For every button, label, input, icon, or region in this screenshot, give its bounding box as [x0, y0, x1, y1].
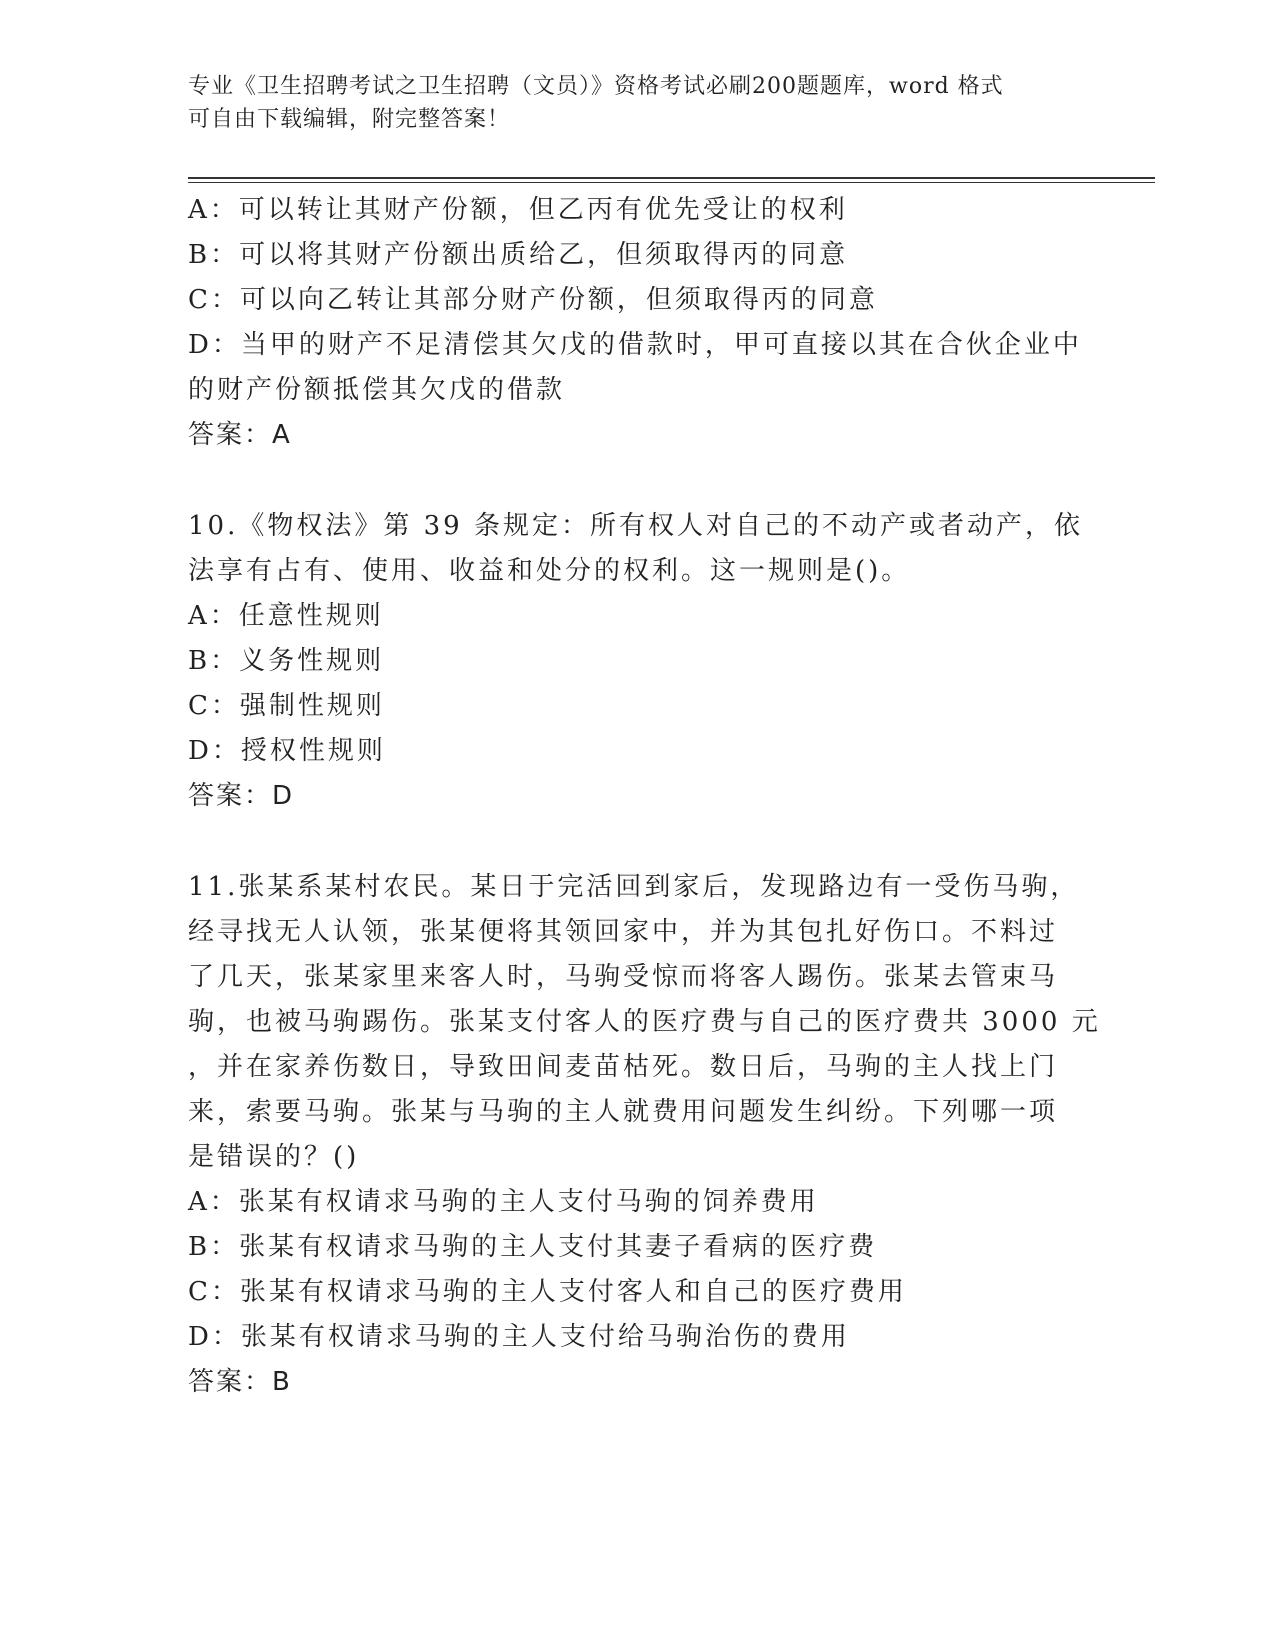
q9-option-d: D：当甲的财产不足清偿其欠戊的借款时，甲可直接以其在合伙企业中	[188, 330, 1082, 360]
document-body	[188, 188, 1101, 1405]
q11-option-b: B：张某有权请求马驹的主人支付其妻子看病的医疗费	[188, 1232, 878, 1262]
q10-option-d: D：授权性规则	[188, 736, 386, 766]
q9-option-d-cont: 的财产份额抵偿其欠戊的借款	[188, 375, 566, 405]
spacer	[188, 819, 1078, 865]
question-9-block	[188, 188, 1082, 458]
q11-option-c: C：张某有权请求马驹的主人支付客人和自己的医疗费用	[188, 1277, 907, 1307]
question-10-block	[188, 504, 1083, 819]
document-header	[188, 70, 1088, 136]
header-rule-thin	[188, 182, 1155, 183]
q10-stem-line-2: 法享有占有、使用、收益和处分的权利。这一规则是()。	[188, 556, 911, 586]
q9-option-b: B：可以将其财产份额出质给乙，但须取得丙的同意	[188, 240, 849, 270]
header-line-1: 专业《卫生招聘考试之卫生招聘（文员）》资格考试必刷200题题库，word 格式	[188, 74, 1004, 99]
q10-option-b: B：义务性规则	[188, 646, 385, 676]
header-line-2: 可自由下载编辑，附完整答案！	[188, 107, 511, 132]
q9-option-a: A：可以转让其财产份额，但乙丙有优先受让的权利	[188, 195, 848, 225]
q11-answer: 答案：B	[188, 1367, 292, 1397]
question-11-block	[188, 865, 1101, 1405]
q11-stem-line-2: 经寻找无人认领，张某便将其领回家中，并为其包扎好伤口。不料过	[188, 917, 1059, 947]
q10-stem-line-1: 10.《物权法》第 39 条规定：所有权人对自己的不动产或者动产，依	[188, 511, 1083, 541]
q11-stem-line-4: 驹，也被马驹踢伤。张某支付客人的医疗费与自己的医疗费共 3000 元	[188, 1007, 1101, 1037]
q11-stem-line-6: 来，索要马驹。张某与马驹的主人就费用问题发生纠纷。下列哪一项	[188, 1097, 1059, 1127]
q11-stem-line-5: ，并在家养伤数日，导致田间麦苗枯死。数日后，马驹的主人找上门	[188, 1052, 1059, 1082]
q10-answer: 答案：D	[188, 781, 295, 811]
q11-stem-line-3: 了几天，张某家里来客人时，马驹受惊而将客人踢伤。张某去管束马	[188, 962, 1059, 992]
header-rule-thick	[188, 177, 1155, 179]
q10-option-c: C：强制性规则	[188, 691, 385, 721]
q11-option-d: D：张某有权请求马驹的主人支付给马驹治伤的费用	[188, 1322, 850, 1352]
q11-stem-line-1: 11.张某系某村农民。某日于完活回到家后，发现路边有一受伤马驹，	[188, 872, 1080, 902]
q11-stem-line-7: 是错误的？()	[188, 1142, 360, 1172]
q11-option-a: A：张某有权请求马驹的主人支付马驹的饲养费用	[188, 1187, 819, 1217]
q10-option-a: A：任意性规则	[188, 601, 384, 631]
spacer	[188, 458, 1078, 504]
q9-option-c: C：可以向乙转让其部分财产份额，但须取得丙的同意	[188, 285, 878, 315]
q9-answer: 答案：A	[188, 420, 292, 450]
